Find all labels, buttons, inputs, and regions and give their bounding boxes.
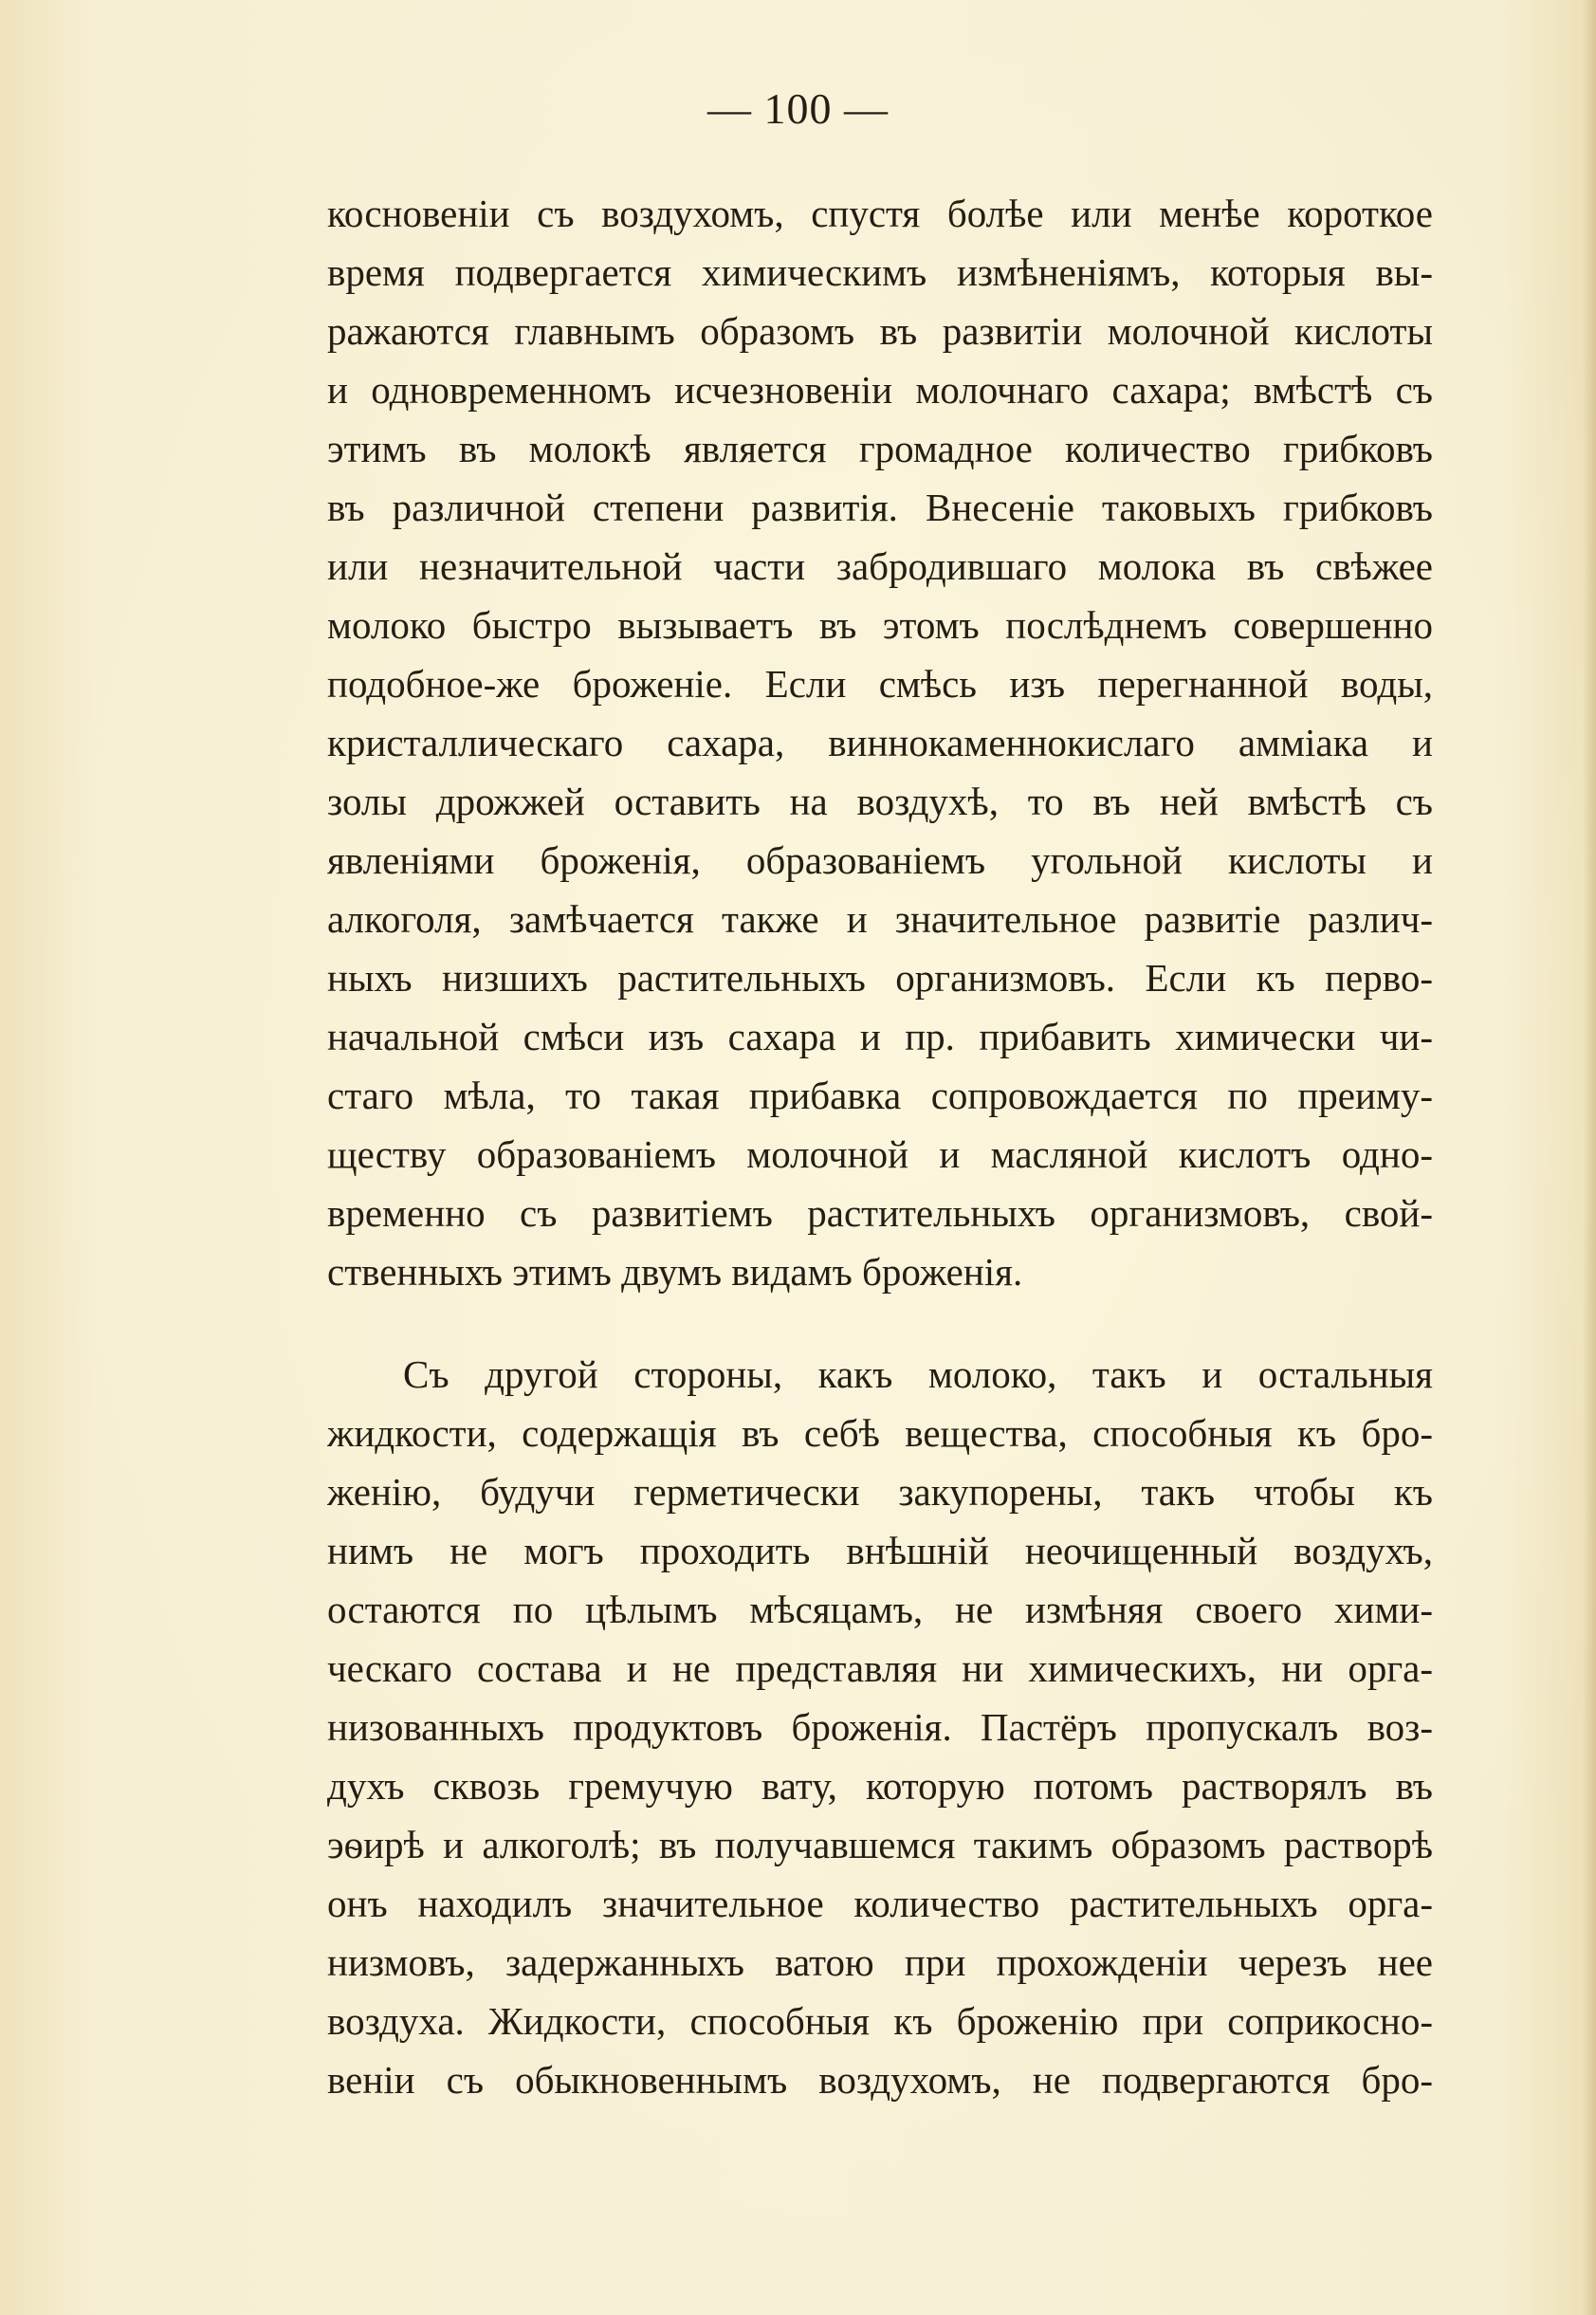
text-line: онъ находилъ значительное количество растительныхъ орга- [327, 1882, 1433, 1925]
text-line: или незначительной части забродившаго молока въ свѣжее [327, 544, 1433, 588]
text-line: алкоголя, замѣчается также и значительное развитіе различ- [327, 897, 1433, 941]
text-line: ществу образованіемъ молочной и масляной кислотъ одно- [327, 1132, 1433, 1176]
text-line: въ различной степени развитія. Внесеніе таковыхъ грибковъ [327, 486, 1433, 529]
paragraph-2 [327, 1345, 1433, 2109]
text-line: стаго мѣла, то такая прибавка сопровождается по преиму- [327, 1074, 1433, 1117]
text-line: ческаго состава и не представляя ни химическихъ, ни орга- [327, 1646, 1433, 1690]
text-line: косновеніи съ воздухомъ, спустя болѣе или менѣе короткое [327, 192, 1433, 235]
text-line: ныхъ низшихъ растительныхъ организмовъ. Если къ перво- [327, 956, 1433, 1000]
text-line: Съ другой стороны, какъ молоко, такъ и остальныя [403, 1352, 1433, 1396]
text-line: эѳирѣ и алкоголѣ; въ получавшемся такимъ образомъ растворѣ [327, 1823, 1433, 1866]
text-line: ражаются главнымъ образомъ въ развитіи молочной кислоты [327, 309, 1433, 353]
text-line: низмовъ, задержанныхъ ватою при прохожденіи черезъ нее [327, 1940, 1433, 1984]
text-line: этимъ въ молокѣ является громадное количество грибковъ [327, 427, 1433, 470]
text-line: золы дрожжей оставить на воздухѣ, то въ ней вмѣстѣ съ [327, 780, 1433, 823]
text-line: веніи съ обыкновеннымъ воздухомъ, не подвергаются бро- [327, 2058, 1433, 2102]
text-line: жидкости, содержащія въ себѣ вещества, способныя къ бро- [327, 1411, 1433, 1455]
text-line: духъ сквозь гремучую вату, которую потомъ растворялъ въ [327, 1764, 1433, 1808]
text-line: ственныхъ этимъ двумъ видамъ броженія. [327, 1250, 1023, 1294]
page-number: — 100 — [707, 84, 889, 133]
text-line: нимъ не могъ проходить внѣшній неочищенный воздухъ, [327, 1529, 1433, 1572]
text-line: женію, будучи герметически закупорены, такъ чтобы къ [327, 1470, 1433, 1514]
text-line: начальной смѣси изъ сахара и пр. прибавить химически чи- [327, 1015, 1433, 1058]
text-line: временно съ развитіемъ растительныхъ организмовъ, свой- [327, 1191, 1433, 1235]
paragraph-1 [327, 184, 1433, 1301]
text-line: явленіями броженія, образованіемъ угольной кислоты и [327, 838, 1433, 882]
text-line: подобное-же броженіе. Если смѣсь изъ перегнанной воды, [327, 662, 1433, 706]
text-line: остаются по цѣлымъ мѣсяцамъ, не измѣняя своего хими- [327, 1588, 1433, 1631]
text-line: и одновременномъ исчезновеніи молочнаго сахара; вмѣстѣ съ [327, 368, 1433, 412]
text-line: низованныхъ продуктовъ броженія. Пастёръ пропускалъ воз- [327, 1705, 1433, 1749]
text-line: молоко быстро вызываетъ въ этомъ послѣднемъ совершенно [327, 603, 1433, 647]
text-line: время подвергается химическимъ измѣненіямъ, которыя вы- [327, 250, 1433, 294]
text-line: воздуха. Жидкости, способныя къ броженію при соприкосно- [327, 1999, 1433, 2043]
page-edge-shadow [1583, 0, 1596, 2315]
text-line: кристаллическаго сахара, виннокаменнокислаго амміака и [327, 721, 1433, 764]
